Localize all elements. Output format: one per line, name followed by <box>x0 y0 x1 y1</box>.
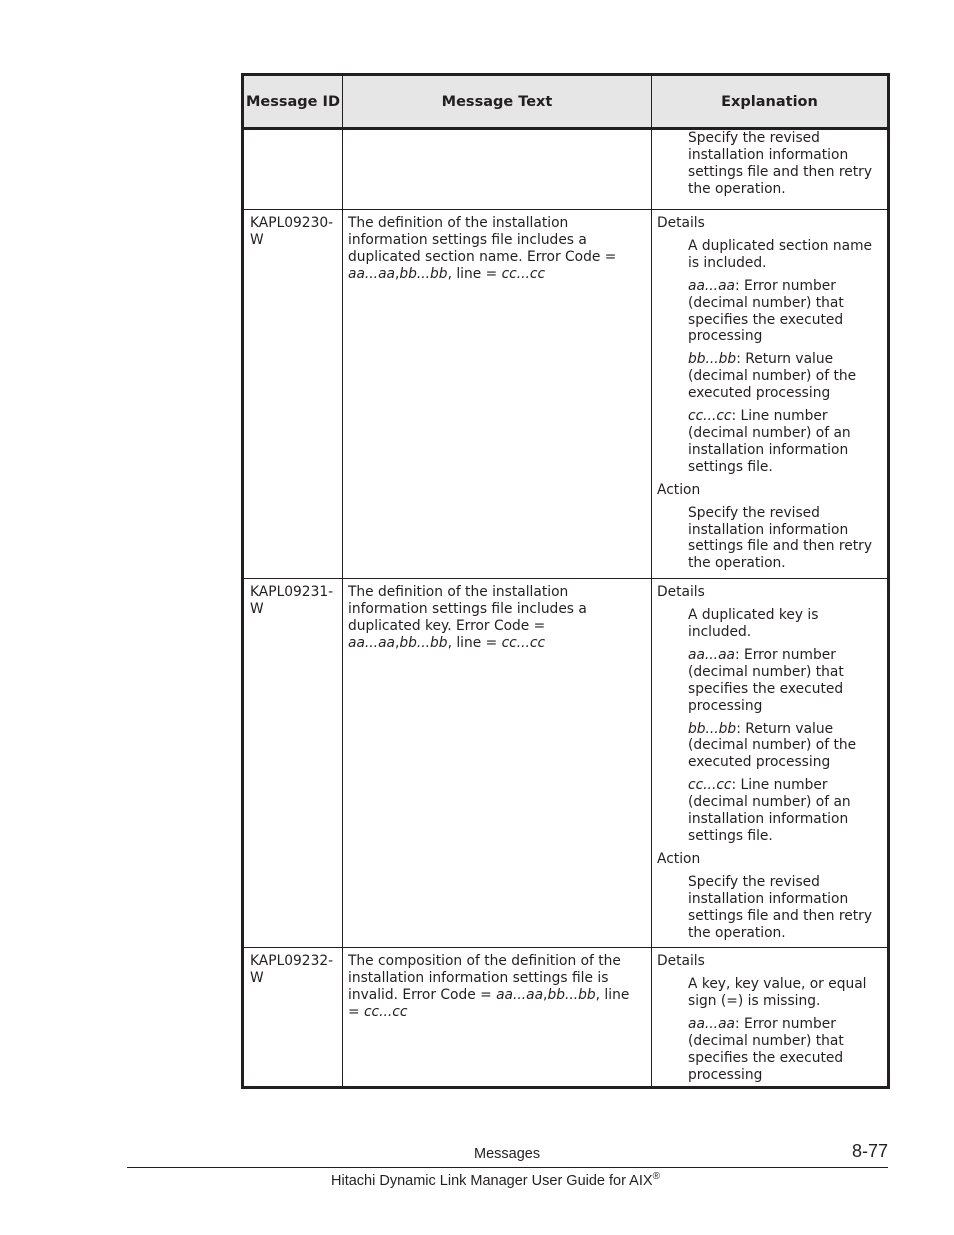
bb-desc: : Return value (decimal number) of the executed processing <box>688 720 857 771</box>
comma: , <box>394 634 400 651</box>
action-text: Specify the revised installation information settings file and then retry the operation. <box>688 504 873 572</box>
footer-document-title <box>331 1171 660 1189</box>
details-aa <box>688 1016 881 1084</box>
message-id: KAPL09231-W <box>243 579 343 948</box>
explanation <box>652 948 889 1087</box>
cc-var: cc...cc <box>688 408 732 425</box>
footer-page-number: 8-77 <box>851 1141 888 1161</box>
message-text-body: The composition of the definition of the installation information settings file is invalid. Error Code = <box>348 953 621 1004</box>
var-cc: cc...cc <box>501 265 546 282</box>
table-row <box>243 948 889 1087</box>
message-text-body: The definition of the installation information settings file includes a duplicated section name. Error Code = <box>348 215 617 265</box>
comma: , <box>394 265 400 282</box>
table-row <box>243 579 889 948</box>
action-text: Specify the revised installation information settings file and then retry the operation. <box>688 873 873 941</box>
bb-var: bb...bb <box>688 720 737 737</box>
header-message-id: Message ID <box>243 75 343 129</box>
table-row <box>243 210 889 579</box>
comma: , <box>543 987 548 1004</box>
var-aa: aa...aa <box>348 265 395 282</box>
footer-section-name: Messages <box>474 1146 541 1162</box>
line-label: , line = <box>447 634 502 651</box>
aa-var: aa...aa <box>688 646 735 663</box>
var-bb: bb...bb <box>399 634 448 651</box>
var-bb: bb...bb <box>547 987 596 1004</box>
footer-divider <box>127 1167 888 1168</box>
action-heading: Action <box>657 481 701 498</box>
bb-desc: : Return value (decimal number) of the executed processing <box>688 351 857 402</box>
details-intro: A duplicated key is included. <box>688 607 819 641</box>
aa-var: aa...aa <box>688 277 735 294</box>
details-bb <box>688 351 881 402</box>
var-cc: cc...cc <box>501 634 546 651</box>
details-intro: A duplicated section name is included. <box>688 237 873 271</box>
action-heading: Action <box>657 850 701 867</box>
header-message-text: Message Text <box>343 75 652 129</box>
line-label: , line = <box>348 987 630 1021</box>
registered-mark: ® <box>652 1171 660 1182</box>
cc-desc: : Line number (decimal number) of an installation information settings file. <box>688 777 851 844</box>
message-text-body: The definition of the installation information settings file includes a duplicated key. Error Code = <box>348 584 587 635</box>
var-aa: aa...aa <box>348 634 395 651</box>
details-heading: Details <box>657 953 705 970</box>
var-cc: cc...cc <box>363 1004 408 1021</box>
table-row-continuation <box>243 129 889 210</box>
message-text <box>343 579 652 948</box>
details-cc <box>688 777 881 845</box>
var-aa: aa...aa <box>496 987 544 1004</box>
message-id: KAPL09232-W <box>243 948 343 1087</box>
message-id: KAPL09230-W <box>243 210 343 579</box>
continuation-action-text: Specify the revised installation information settings file and then retry the operation. <box>688 130 873 197</box>
header-explanation: Explanation <box>652 75 889 129</box>
aa-desc: : Error number (decimal number) that specifies the executed processing <box>688 277 844 345</box>
details-bb <box>688 721 881 772</box>
cc-desc: : Line number (decimal number) of an installation information settings file. <box>688 408 851 475</box>
line-label: , line = <box>447 265 502 282</box>
message-table <box>241 73 890 1089</box>
message-text <box>343 210 652 579</box>
var-bb: bb...bb <box>399 265 448 282</box>
continuation-explanation-cell <box>652 129 889 210</box>
aa-desc: : Error number (decimal number) that specifies the executed processing <box>688 646 844 714</box>
footer-title-text: Hitachi Dynamic Link Manager User Guide for AIX <box>331 1172 653 1189</box>
details-intro: A key, key value, or equal sign (=) is missing. <box>688 976 867 1010</box>
cc-var: cc...cc <box>688 777 732 794</box>
explanation <box>652 579 889 948</box>
details-cc <box>688 408 881 476</box>
continuation-text-cell <box>343 129 652 210</box>
message-text <box>343 948 652 1087</box>
aa-var: aa...aa <box>688 1016 735 1033</box>
details-heading: Details <box>657 584 705 601</box>
explanation <box>652 210 889 579</box>
aa-desc: : Error number (decimal number) that specifies the executed processing <box>688 1016 844 1083</box>
details-heading: Details <box>657 215 705 231</box>
table-header-row <box>243 75 889 129</box>
continuation-id-cell <box>243 129 343 210</box>
bb-var: bb...bb <box>688 351 737 368</box>
details-aa <box>688 278 881 346</box>
details-aa <box>688 647 881 715</box>
